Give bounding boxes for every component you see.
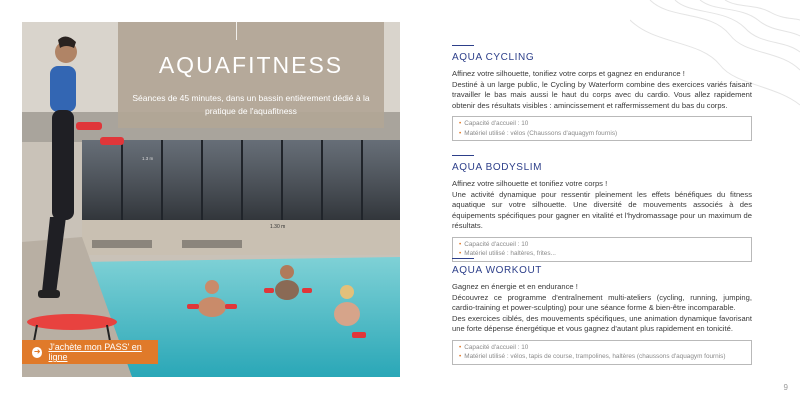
pool-depth-sign-back: 1.3 m <box>142 156 154 161</box>
bullet-icon: • <box>459 343 462 351</box>
title-divider <box>236 22 237 40</box>
section-rule <box>452 155 474 156</box>
equipment-text: Matériel utilisé : vélos (Chaussons d'aquagym fournis) <box>464 129 618 137</box>
section-description: Découvrez ce programme d'entraînement multi-ateliers (cycling, running, jumping, cardio-training et power-sculpting) pour une séance forme & bien-être incomparable. <box>452 292 752 313</box>
capacity-text: Capacité d'accueil : 10 <box>464 120 529 128</box>
bullet-icon: • <box>459 120 462 128</box>
section-description: Une activité dynamique pour ressentir pleinement les effets bénéfiques du fitness aquatique sur votre silhouette. Une diversité de mouvements associés à des équipements spécifiques pour gagner en vitalité et l'hydromassage pour un maximum de résultats. <box>452 189 752 231</box>
section-aqua-workout <box>452 258 752 365</box>
buy-pass-label: J'achète mon PASS' en ligne <box>48 342 142 362</box>
page-title: AQUAFITNESS <box>158 52 344 78</box>
bullet-icon: • <box>459 353 462 361</box>
section-rule <box>452 45 474 46</box>
page-subtitle: Séances de 45 minutes, dans un bassin entièrement dédié à la pratique de l'aquafitness <box>132 93 370 116</box>
section-description-2: Des exercices ciblés, des mouvements spécifiques, une animation dynamique favorisant une forte dépense énergétique et vous gagnez d'autant plus rapidement en tonicité. <box>452 313 752 334</box>
pool-depth-sign: 1.30 m <box>270 224 286 230</box>
section-body <box>452 69 752 111</box>
section-tagline: Gagnez en énergie et en endurance ! <box>452 282 578 291</box>
buy-pass-button[interactable] <box>22 340 158 364</box>
section-title: AQUA CYCLING <box>452 52 535 63</box>
arrow-right-icon: ➜ <box>33 347 41 356</box>
section-body <box>452 179 752 232</box>
section-tagline: Affinez votre silhouette, tonifiez votre corps et gagnez en endurance ! <box>452 69 685 78</box>
bullet-icon: • <box>459 129 462 137</box>
equipment-text: Matériel utilisé : haltères, frites... <box>464 250 556 258</box>
section-aqua-cycling <box>452 45 752 141</box>
capacity-text: Capacité d'accueil : 10 <box>464 343 529 351</box>
section-title: AQUA BODYSLIM <box>452 162 543 173</box>
hero-photo <box>22 22 400 377</box>
info-box <box>452 340 752 365</box>
section-aqua-bodyslim <box>452 155 752 262</box>
section-rule <box>452 258 474 259</box>
bullet-icon: • <box>459 250 462 258</box>
page-number: 9 <box>783 383 788 392</box>
equipment-text: Matériel utilisé : vélos, tapis de course, trampolines, haltères (chaussons d'aquagym fournis) <box>464 353 726 361</box>
section-tagline: Affinez votre silhouette et tonifiez votre corps ! <box>452 179 608 188</box>
section-description: Destiné à un large public, le Cycling by Waterform combine des exercices variés faisant travailler le bas mais aussi le haut du corps avec du cardio. Vous allez rapidement obtenir des résultats visibles : amincissement et raffermissement du bas du corps. <box>452 79 752 110</box>
bullet-icon: • <box>459 240 462 248</box>
section-body <box>452 282 752 335</box>
info-box <box>452 116 752 141</box>
section-title: AQUA WORKOUT <box>452 265 542 276</box>
capacity-text: Capacité d'accueil : 10 <box>464 240 529 248</box>
